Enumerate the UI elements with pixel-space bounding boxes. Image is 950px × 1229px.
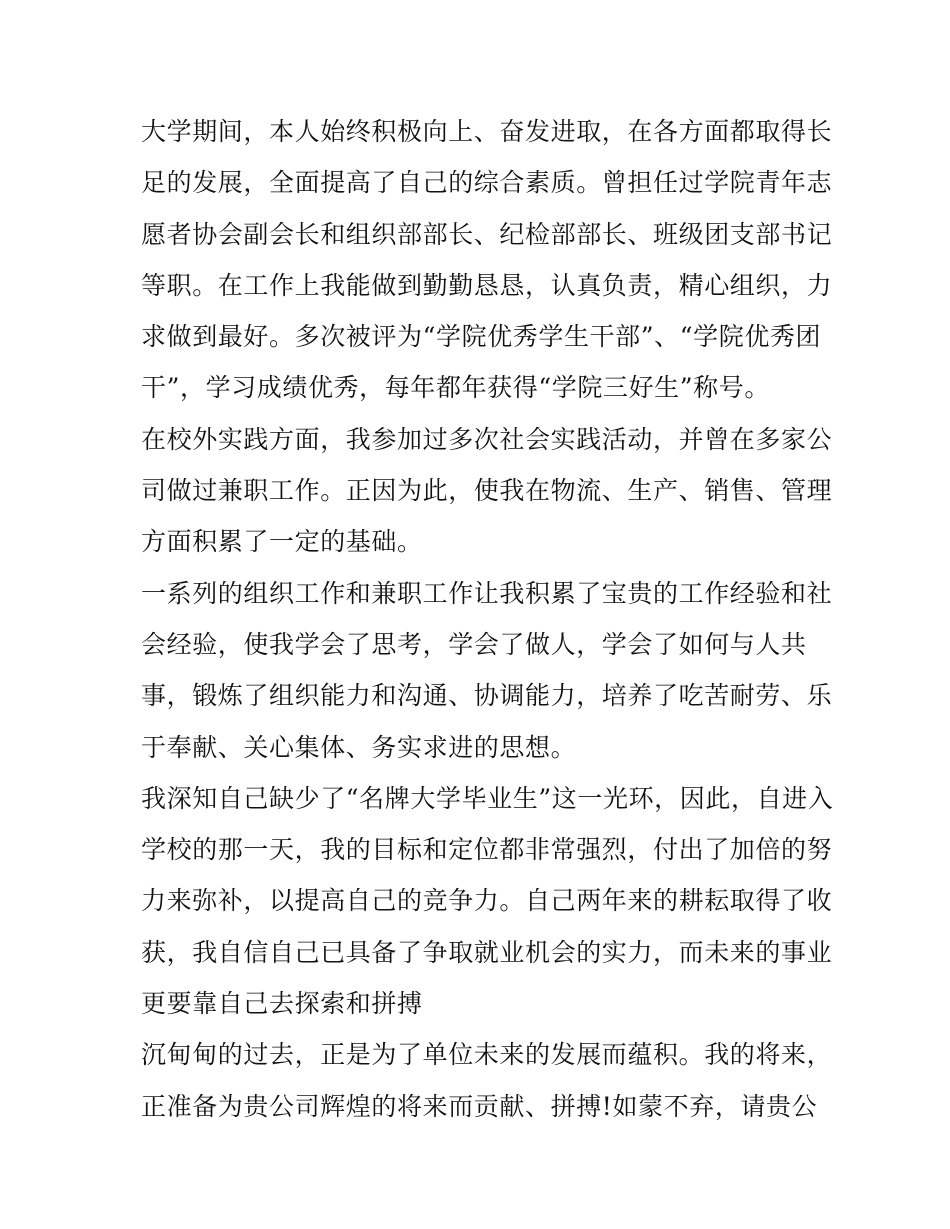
text-line: 沉甸甸的过去，正是为了单位未来的发展而蕴积。我的将来，: [141, 1040, 833, 1070]
text-line: 更要靠自己去探索和拼搏: [141, 989, 423, 1019]
text-line: 获，我自信自己已具备了争取就业机会的实力，而未来的事业: [141, 937, 833, 967]
text-line: 一系列的组织工作和兼职工作让我积累了宝贵的工作经验和社: [141, 578, 833, 608]
text-line: 于奉献、关心集体、务实求进的思想。: [141, 732, 577, 762]
text-line: 大学期间，本人始终积极向上、奋发进取，在各方面都取得长: [141, 117, 833, 146]
text-line: 方面积累了一定的基础。: [141, 527, 423, 557]
text-line: 学校的那一天，我的目标和定位都非常强烈，付出了加倍的努: [141, 835, 833, 865]
text-line: 等职。在工作上我能做到勤勤恳恳，认真负责，精心组织，力: [141, 270, 833, 300]
text-line: 司做过兼职工作。正因为此，使我在物流、生产、销售、管理: [141, 476, 833, 506]
text-line: 足的发展，全面提高了自己的综合素质。曾担任过学院青年志: [141, 168, 833, 198]
text-line: 我深知自己缺少了“名牌大学毕业生”这一光环，因此，自进入: [141, 783, 834, 813]
text-line: 力来弥补，以提高自己的竞争力。自己两年来的耕耘取得了收: [141, 886, 833, 916]
text-line: 正准备为贵公司辉煌的将来而贡献、拼搏!如蒙不弃，请贵公: [141, 1091, 818, 1121]
text-line: 会经验，使我学会了思考，学会了做人，学会了如何与人共: [141, 629, 807, 659]
document-body: [141, 106, 834, 1132]
text-line: 干”，学习成绩优秀，每年都年获得“学院三好生”称号。: [141, 373, 770, 403]
text-line: 在校外实践方面，我参加过多次社会实践活动，并曾在多家公: [141, 424, 833, 454]
text-line: 愿者协会副会长和组织部部长、纪检部部长、班级团支部书记: [141, 219, 833, 249]
text-line: 求做到最好。多次被评为“学院优秀学生干部”、“学院优秀团: [141, 322, 822, 352]
text-line: 事，锻炼了组织能力和沟通、协调能力，培养了吃苦耐劳、乐: [141, 681, 833, 711]
